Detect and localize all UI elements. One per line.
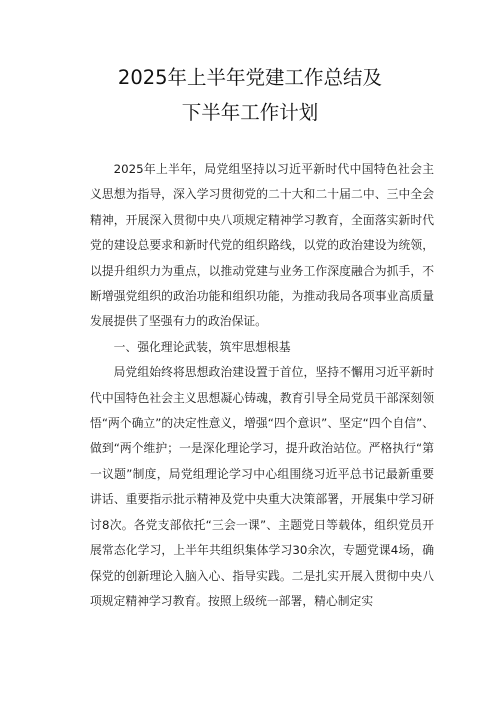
section-1-paragraph: 局党组始终将思想政治建设置于首位，坚持不懈用习近平新时代中国特色社会主义思想凝心铸魂，教育引导全局党员干部深刻领悟“两个确立”的决定性意义，增强“四个意识”、坚定“四个自信”、做到“两个维护；一是深化理论学习，提升政治站位。严格执行“第一议题”制度，局党组理论学习中心组围绕习近平总书记最新重要讲话、重要指示批示精神及党中央重大决策部署，开展集中学习研讨8次。各党支部依托“三会一课”、主题党日等载体，组织党员开展常态化学习，上半年共组织集体学习30余次，专题党课4场，确保党的创新理论入脑入心、指导实践。二是扎实开展入贯彻中央八项规定精神学习教育。按照上级统一部署，精心制定实 [90, 365, 434, 608]
document-title-line-1: 2025年上半年党建工作总结及 [117, 66, 383, 89]
document-title-line-2: 下半年工作计划 [181, 101, 319, 124]
intro-paragraph: 2025年上半年，局党组坚持以习近平新时代中国特色社会主义思想为指导，深入学习贯彻党的二十大和二十届二中、三中全会精神，开展深入贯彻中央八项规定精神学习教育，全面落实新时代党的建设总要求和新时代党的组织路线，以党的政治建设为统领，以提升组织力为重点，以推动党建与业务工作深度融合为抓手，不断增强党组织的政治功能和组织功能，为推动我局各项事业高质量发展提供了坚强有力的政治保证。 [90, 162, 434, 329]
document-body [90, 157, 434, 614]
section-heading-1: 一、强化理论武装，筑牢思想根基 [113, 339, 291, 354]
